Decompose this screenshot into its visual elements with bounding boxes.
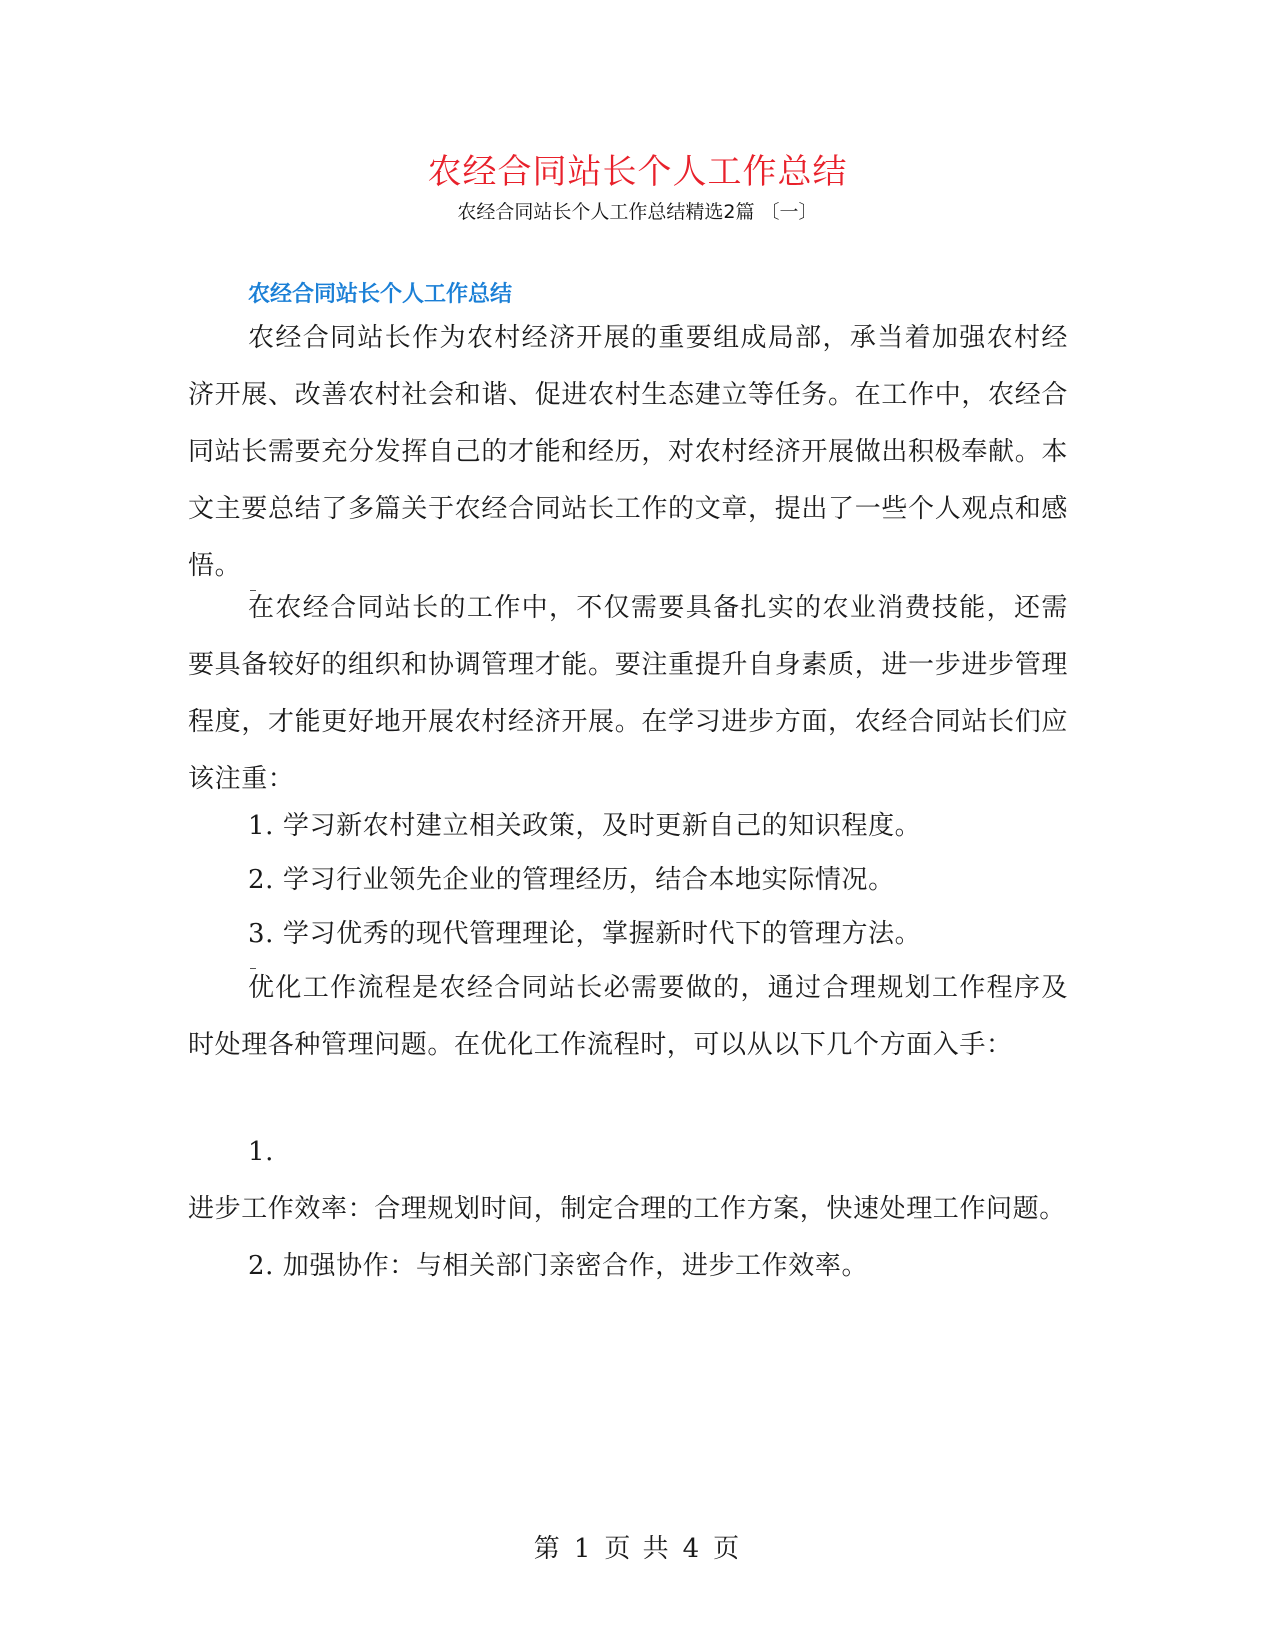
paragraph-1: 农经合同站长作为农村经济开展的重要组成局部，承当着加强农村经济开展、改善农村社会和谐、促进农村生态建立等任务。在工作中，农经合同站长需要充分发挥自己的才能和经历，对农村经济开展做出积极奉献。本文主要总结了多篇关于农经合同站长工作的文章，提出了一些个人观点和感悟。 — [188, 323, 1068, 581]
process-list-item-1-text: 进步工作效率：合理规划时间，制定合理的工作方案，快速处理工作问题。 — [188, 1194, 1066, 1224]
study-list-item-3: 3. 学习优秀的现代管理理论，掌握新时代下的管理方法。 — [248, 919, 922, 949]
paragraph-3: 优化工作流程是农经合同站长必需要做的，通过合理规划工作程序及时处理各种管理问题。在优化工作流程时，可以从以下几个方面入手： — [188, 973, 1068, 1060]
footer-prefix: 第 — [533, 1534, 562, 1564]
study-list — [188, 798, 1068, 963]
footer-mid: 页 共 — [604, 1534, 671, 1564]
paragraph-2-block — [188, 580, 1068, 808]
process-list-item-1-number: 1. — [248, 1137, 275, 1167]
footer-page-number: 1 — [573, 1534, 593, 1564]
document-subtitle: 农经合同站长个人工作总结精选2篇 〔一〕 — [457, 201, 818, 223]
study-list-item-1: 1. 学习新农村建立相关政策，及时更新自己的知识程度。 — [248, 811, 922, 841]
process-list-item-2: 2. 加强协作：与相关部门亲密合作，进步工作效率。 — [248, 1251, 869, 1281]
footer-total-pages: 4 — [682, 1534, 702, 1564]
study-list-item-2: 2. 学习行业领先企业的管理经历，结合本地实际情况。 — [248, 865, 895, 895]
document-title: 农经合同站长个人工作总结 — [427, 152, 848, 192]
paragraph-2: 在农经合同站长的工作中，不仅需要具备扎实的农业消费技能，还需要具备较好的组织和协调管理才能。要注重提升自身素质，进一步进步管理程度，才能更好地开展农村经济开展。在学习进步方面，农经合同站长们应该注重： — [188, 593, 1068, 794]
process-list — [188, 1124, 1068, 1295]
page-footer — [0, 1528, 1275, 1565]
section-heading: 农经合同站长个人工作总结 — [248, 282, 513, 307]
paragraph-3-block — [188, 960, 1068, 1074]
paragraph-1-block — [188, 310, 1068, 595]
footer-suffix: 页 — [713, 1534, 742, 1564]
